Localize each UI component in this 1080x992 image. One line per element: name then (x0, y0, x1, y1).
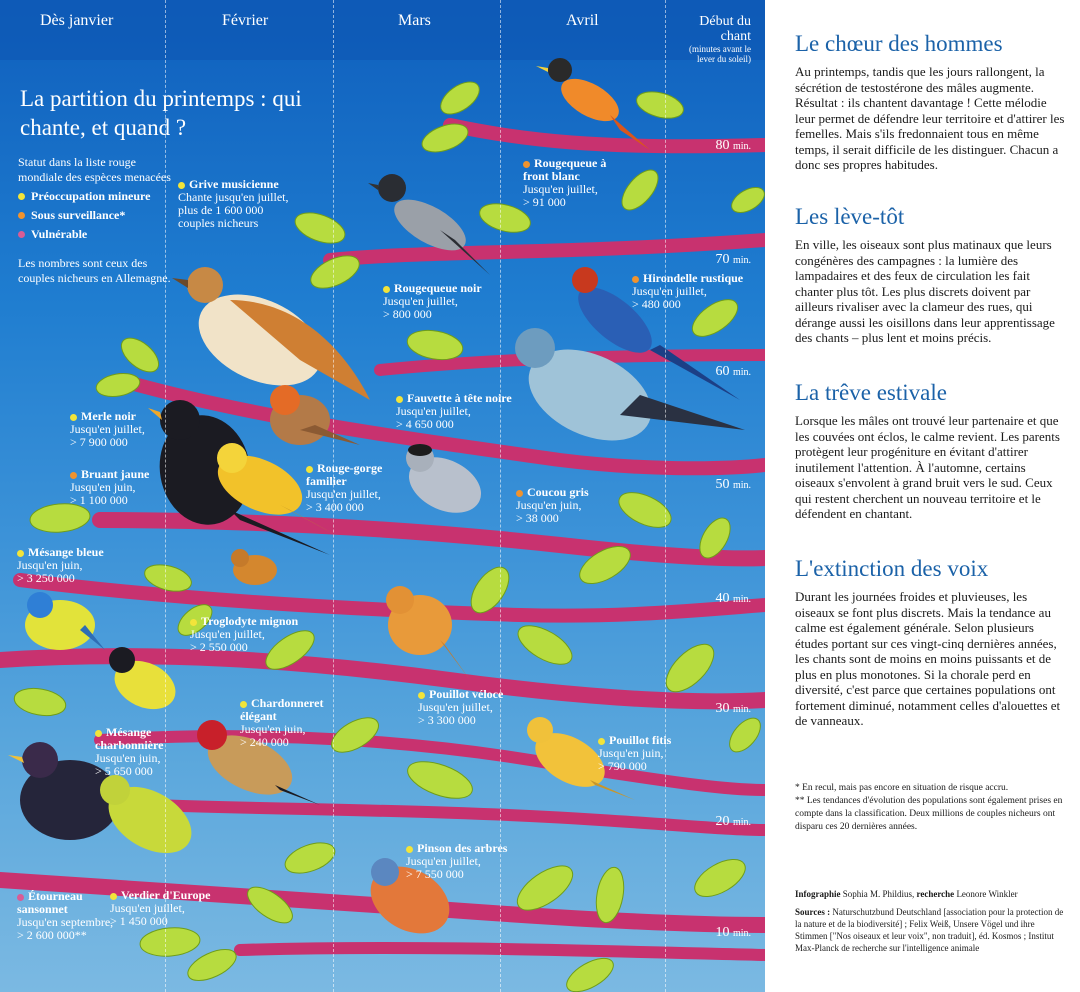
bird-label-coucou-gris: Coucou gris Jusqu'en juin, > 38 000 (516, 485, 589, 525)
status-dot-icon (406, 846, 413, 853)
status-dot-icon (95, 730, 102, 737)
bird-label-mesange-charbonniere: Mésange charbonnière Jusqu'en juin, > 5 650 000 (95, 725, 164, 778)
bird-label-verdier-europe: Verdier d'Europe Jusqu'en juillet, > 1 450 000 (110, 888, 211, 928)
section-text: En ville, les oiseaux sont plus matinaux que leurs congénères des campagnes : la lumière des lampadaires et des feux de circulation les fait chanter plus tôt. Les plus discrets doivent par ailleurs rivaliser avec la clameur des rues, qui dérange aussi les oisillons dans leur apprentissage des chants – plus lent et moins précis. (795, 237, 1055, 345)
legend-heading: Statut dans la liste rouge mondiale des espèces menacées (18, 155, 171, 184)
bird-label-rouge-gorge: Rouge-gorge familier Jusqu'en juillet, > 3 400 000 (306, 461, 383, 514)
section-text: Durant les journées froides et pluvieuses, les oiseaux se font plus discrets. Mais la tendance au calme est également générale. Selon plusieurs études portant sur ces vingt-cinq dernières années, les chants sont de moins en moins puissants et de plus en plus monotones. Si la chorale perd en diversité, c'est parce que certaines populations ont fortement diminué, notamment celles d'alouettes et de vanneaux. (795, 589, 1061, 728)
minute-tick: 20 min. (715, 814, 751, 829)
month-label: Avril (566, 12, 599, 29)
status-dot-icon (632, 276, 639, 283)
article-section (795, 379, 1065, 522)
page-title: La partition du printemps : qui chante, et quand ? (20, 86, 302, 140)
minute-tick: 50 min. (715, 477, 751, 492)
axis-title-text: Début du chant (699, 14, 751, 44)
minute-tick: 40 min. (715, 591, 751, 606)
legend (18, 155, 178, 286)
bird-label-troglodyte-mignon: Troglodyte mignon Jusqu'en juillet, > 2 550 000 (190, 614, 299, 654)
legend-item: Préoccupation mineure (18, 189, 178, 204)
footnotes (795, 782, 1065, 834)
month-label: Dès janvier (40, 12, 114, 29)
minute-tick: 10 min. (715, 925, 751, 940)
status-dot-icon (523, 161, 530, 168)
month-divider (665, 0, 666, 992)
credits (795, 888, 1065, 954)
bird-label-rougequeue-front-blanc: Rougequeue à front blanc Jusqu'en juillet, > 91 000 (523, 156, 607, 209)
section-text: Lorsque les mâles ont trouvé leur partenaire et que les couvées ont éclos, le calme revient. Les parents protègent leur progéniture en évitant d'attirer inutilement l'attention. À l'automne, certains oiseaux s'envolent à grand bruit vers le sud. Ceux qui restent cherchent un nouveau territoire et le défendent en chantant. (795, 413, 1060, 521)
footnote: ** Les tendances d'évolution des populations sont également prises en compte dans la classification. Deux millions de couples nicheurs ont disparu ces 20 dernières années. (795, 796, 1063, 832)
section-heading: Le chœur des hommes (795, 31, 1003, 56)
status-dot-icon (110, 893, 117, 900)
bird-label-grive-musicienne: Grive musicienne Chante jusqu'en juillet, plus de 1 600 000 couples nicheurs (178, 177, 289, 230)
legend-item: Sous surveillance* (18, 208, 178, 223)
status-dot-icon (17, 550, 24, 557)
sources-line: Sources : Naturschutzbund Deutschland [association pour la protection de la nature et de la biodiversité] ; Felix Weiß, Unsere Vögel und ihre Stimmen ["Nos oiseaux et leur voix", non traduit], éd. Kosmos ; Institut Max-Planck de recherche sur l'intelligence animale (795, 907, 1064, 953)
legend-item: Vulnérable (18, 227, 178, 242)
bird-label-etourneau-sansonnet: Étourneau sansonnet Jusqu'en septembre, > 2 600 000** (17, 889, 114, 942)
minute-tick: 30 min. (715, 701, 751, 716)
bird-label-bruant-jaune: Bruant jaune Jusqu'en juin, > 1 100 000 (70, 467, 150, 507)
status-dot-icon (190, 619, 197, 626)
bird-label-pouillot-fitis: Pouillot fitis Jusqu'en juin, > 790 000 (598, 733, 672, 773)
status-dot-icon (70, 414, 77, 421)
section-heading: L'extinction des voix (795, 556, 989, 581)
section-heading: La trêve estivale (795, 380, 947, 405)
status-dot-icon (17, 894, 24, 901)
status-dot-icon (516, 490, 523, 497)
bird-label-mesange-bleue: Mésange bleue Jusqu'en juin, > 3 250 000 (17, 545, 104, 585)
section-text: Au printemps, tandis que les jours rallongent, la sécrétion de testostérone des mâles augmente. Résultat : ils chantent davantage ! Cette mélodie leur permet de défendre leur territoire et d'attirer les femelles. Mais s'ils fredonnaient tous en même temps, il serait difficile de les distinguer. Chacun a donc ses propres habitudes. (795, 64, 1065, 172)
bird-label-merle-noir: Merle noir Jusqu'en juillet, > 7 900 000 (70, 409, 145, 449)
status-dot-icon (18, 193, 25, 200)
axis-subtitle: (minutes avant le lever du soleil) (689, 44, 751, 64)
article-section (795, 555, 1065, 729)
status-dot-icon (18, 231, 25, 238)
bird-label-fauvette-tete-noire: Fauvette à tête noire Jusqu'en juillet, > 4 650 000 (396, 391, 512, 431)
section-heading: Les lève-tôt (795, 204, 905, 229)
minute-tick: 60 min. (715, 364, 751, 379)
status-dot-icon (396, 396, 403, 403)
month-label: Mars (398, 12, 431, 29)
bird-label-pouillot-veloce: Pouillot véloce Jusqu'en juillet, > 3 300 000 (418, 687, 504, 727)
credit-line: Infographie Sophia M. Phildius, recherche Leonore Winkler (795, 889, 1018, 899)
month-divider (165, 0, 166, 992)
month-label: Février (222, 12, 269, 29)
bird-label-rougequeue-noir: Rougequeue noir Jusqu'en juillet, > 800 000 (383, 281, 482, 321)
axis-title (671, 14, 751, 64)
status-dot-icon (418, 692, 425, 699)
bird-label-chardonneret-elegant: Chardonneret élégant Jusqu'en juin, > 240 000 (240, 696, 324, 749)
status-dot-icon (18, 212, 25, 219)
legend-note: Les nombres sont ceux des couples nicheurs en Allemagne. (18, 256, 171, 285)
status-dot-icon (383, 286, 390, 293)
footnote: * En recul, mais pas encore en situation de risque accru. (795, 783, 1009, 793)
bird-label-pinson-des-arbres: Pinson des arbres Jusqu'en juillet, > 7 550 000 (406, 841, 508, 881)
status-dot-icon (70, 472, 77, 479)
bird-label-hirondelle-rustique: Hirondelle rustique Jusqu'en juillet, > 480 000 (632, 271, 744, 311)
article-section (795, 30, 1065, 173)
status-dot-icon (598, 738, 605, 745)
status-dot-icon (306, 466, 313, 473)
article-column (765, 0, 1080, 992)
status-dot-icon (240, 701, 247, 708)
minute-tick: 70 min. (715, 252, 751, 267)
article-section (795, 203, 1065, 346)
status-dot-icon (178, 182, 185, 189)
minute-tick: 80 min. (715, 138, 751, 153)
